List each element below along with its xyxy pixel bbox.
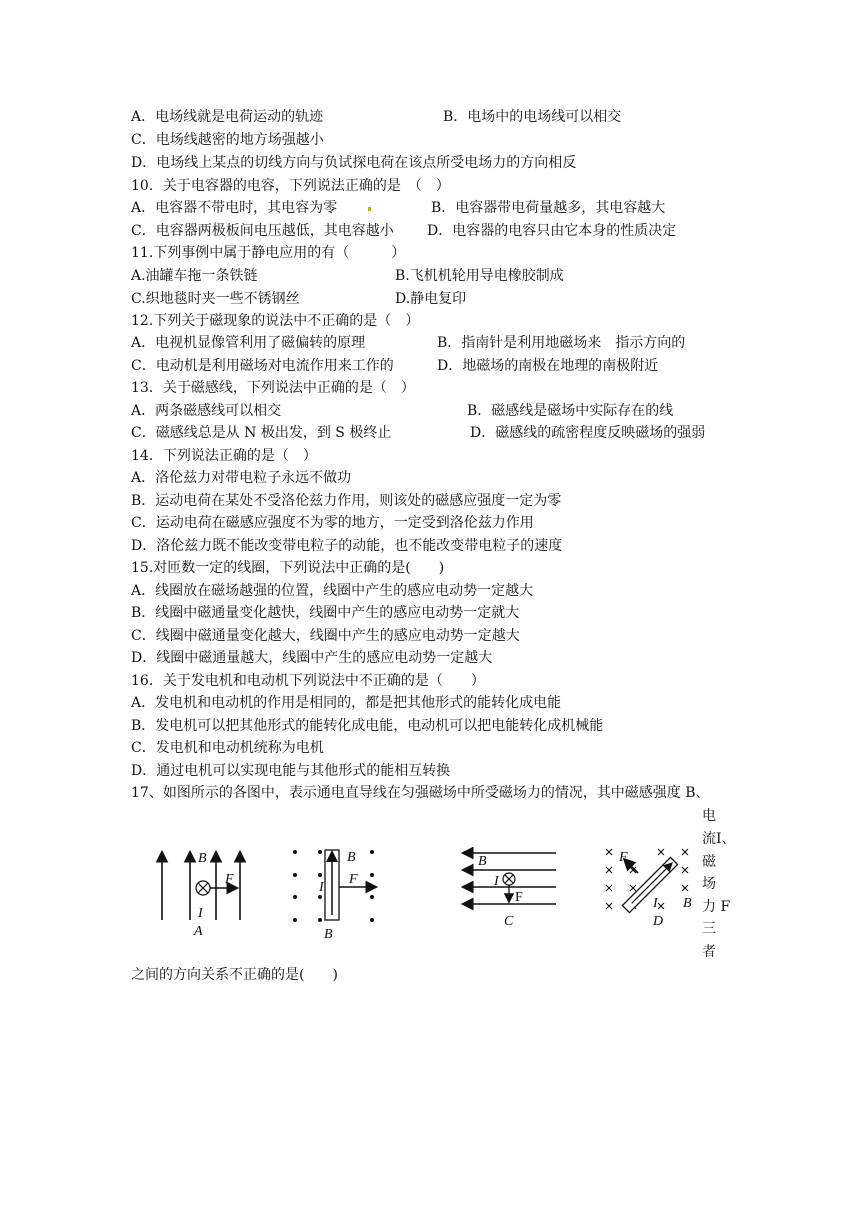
q12-option-a: A．电视机显像管利用了磁偏转的原理: [131, 335, 366, 351]
figure-caption: C: [504, 914, 514, 929]
q15-option-d: D．线圈中磁通量越大，线圈中产生的感应电动势一定越大: [131, 650, 493, 666]
label-i: I: [494, 874, 499, 889]
side-char: 力 F: [702, 899, 731, 915]
q9-option-a: A．电场线就是电荷运动的轨迹: [131, 109, 324, 125]
q12-option-c: C．电动机是利用磁场对电流作用来工作的: [131, 358, 394, 374]
q9-option-c: C．电场线越密的地方场强越小: [131, 132, 324, 148]
side-char: 电: [702, 808, 716, 824]
label-f: F: [225, 872, 234, 887]
q12-stem: 12.下列关于磁现象的说法中不正确的是（ ）: [131, 313, 420, 329]
label-b: B: [683, 896, 692, 911]
q15-stem: 15.对匝数一定的线圈，下列说法中正确的是( ): [131, 560, 445, 576]
q14-option-d: D．洛伦兹力既不能改变带电粒子的动能，也不能改变带电粒子的速度: [131, 538, 563, 554]
label-b: B: [478, 854, 487, 869]
q17-tail: 之间的方向关系不正确的是( ): [131, 967, 338, 983]
q14-option-a: A．洛伦兹力对带电粒子永远不做功: [131, 470, 352, 486]
q13-option-b: B．磁感线是磁场中实际存在的线: [467, 403, 674, 419]
q16-stem: 16．关于发电机和电动机下列说法中不正确的是（ ）: [131, 673, 485, 689]
q15-option-c: C．线圈中磁通量变化越大，线圈中产生的感应电动势一定越大: [131, 628, 520, 644]
q16-option-d: D．通过电机可以实现电能与其他形式的能相互转换: [131, 763, 451, 779]
side-char: 者: [702, 944, 716, 960]
q16-option-c: C．发电机和电动机统称为电机: [131, 740, 324, 756]
q13-stem: 13．关于磁感线，下列说法中正确的是（ ）: [131, 380, 415, 396]
figure-d: [603, 845, 693, 935]
q12-option-d: D．地磁场的南极在地理的南极附近: [437, 358, 659, 374]
figure-b: [285, 845, 385, 940]
q10-option-a: A．电容器不带电时，其电容为零: [131, 200, 338, 216]
q10-option-b: B．电容器带电荷量越多，其电容越大: [431, 200, 666, 216]
q16-option-a: A．发电机和电动机的作用是相同的，都是把其他形式的能转化成电能: [131, 695, 562, 711]
q16-option-b: B．发电机可以把其他形式的能转化成电能，电动机可以把电能转化成机械能: [131, 718, 604, 734]
label-b: B: [347, 850, 356, 865]
label-f: F: [619, 850, 628, 865]
q10-option-d: D．电容器的电容只由它本身的性质决定: [427, 223, 677, 239]
q11-option-a: A.油罐车拖一条铁链: [131, 268, 258, 284]
q11-option-d: D.静电复印: [395, 291, 467, 307]
q14-option-b: B．运动电荷在某处不受洛伦兹力作用，则该处的磁感应强度一定为零: [131, 493, 562, 509]
q11-stem: 11.下列事例中属于静电应用的有（ ）: [131, 245, 406, 261]
figure-c: [458, 845, 568, 935]
q13-option-c: C．磁感线总是从 N 极出发，到 S 极终止: [131, 425, 392, 441]
label-i: I: [198, 906, 203, 921]
q11-option-b: B.飞机机轮用导电橡胶制成: [395, 268, 564, 284]
figure-caption: A: [194, 924, 203, 939]
q9-option-b: B．电场中的电场线可以相交: [443, 109, 622, 125]
yellow-mark: [368, 207, 371, 211]
side-char: 三: [702, 921, 716, 937]
label-f: F: [349, 872, 358, 887]
q17-stem: 17、如图所示的各图中，表示通电直导线在匀强磁场中所受磁场力的情况，其中磁感强度 B、: [131, 785, 710, 801]
figure-a: [150, 845, 250, 939]
q9-option-d: D．电场线上某点的切线方向与负试探电荷在该点所受电场力的方向相反: [131, 155, 577, 171]
q15-option-b: B．线圈中磁通量变化越快，线圈中产生的感应电动势一定就大: [131, 605, 520, 621]
q14-stem: 14．下列说法正确的是（ ）: [131, 448, 317, 464]
q14-option-c: C．运动电荷在磁感应强度不为零的地方，一定受到洛伦兹力作用: [131, 515, 534, 531]
label-i: I: [319, 880, 324, 895]
q10-stem: 10．关于电容器的电容，下列说法正确的是 （ ）: [131, 178, 450, 194]
figure-caption: D: [653, 914, 664, 929]
side-char: 场: [702, 876, 716, 892]
q12-option-b: B．指南针是利用地磁场来 指示方向的: [437, 335, 686, 351]
q15-option-a: A．线圈放在磁场越强的位置，线圈中产生的感应电动势一定越大: [131, 583, 534, 599]
q11-option-c: C.织地毯时夹一些不锈钢丝: [131, 291, 300, 307]
side-char: 流I、: [702, 831, 736, 847]
label-b: B: [198, 851, 207, 866]
current-into-page-icon: [196, 881, 210, 895]
label-f: F: [515, 890, 523, 905]
q13-option-a: A．两条磁感线可以相交: [131, 403, 282, 419]
current-into-page-icon: [503, 873, 515, 885]
side-char: 磁: [702, 854, 716, 870]
q13-option-d: D．磁感线的疏密程度反映磁场的强弱: [470, 425, 706, 441]
figure-caption: B: [324, 927, 333, 942]
q10-option-c: C．电容器两极板间电压越低，其电容越小: [131, 223, 394, 239]
label-i: I: [653, 896, 658, 911]
